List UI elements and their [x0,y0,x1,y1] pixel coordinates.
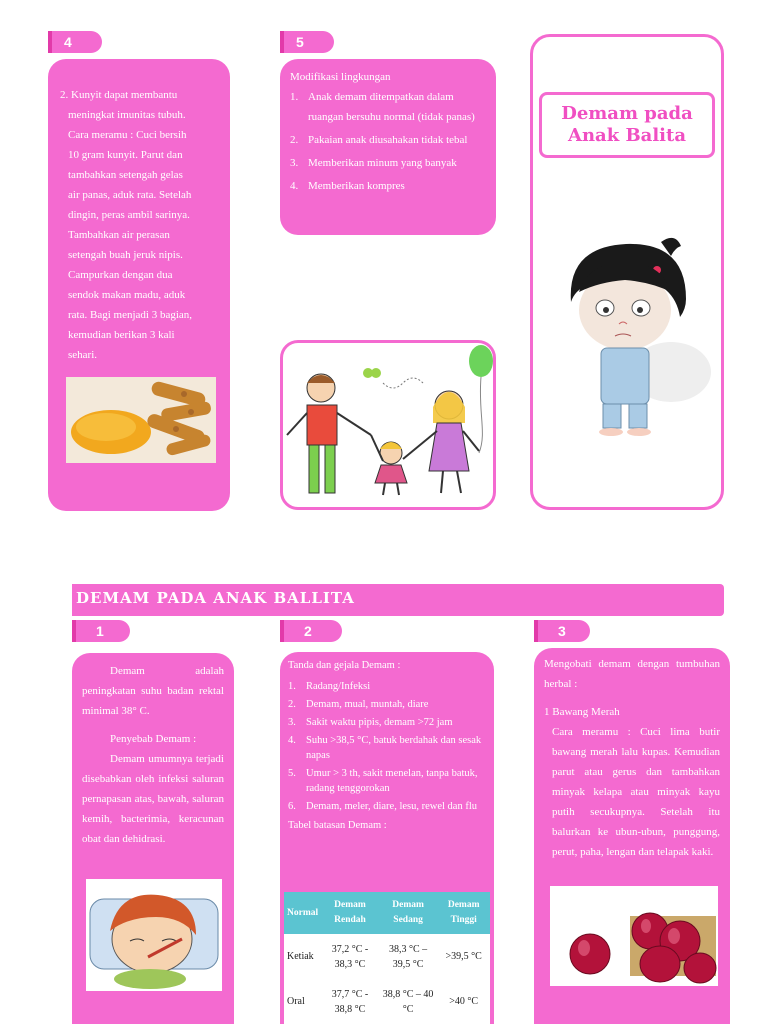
page-number: 1 [96,623,104,639]
list-text: Umur > 3 th, sakit menelan, tanpa batuk, radang tenggorokan [306,768,478,794]
list-number: 3. [290,157,299,169]
text-line: 2. Kunyit dapat membantu [60,89,178,101]
page-number: 5 [296,34,304,50]
table-row [284,979,490,1024]
table-cell: Oral [287,996,305,1007]
table-cell: >39,5 °C [445,951,482,962]
list-text: Suhu >38,5 °C, batuk berdahak dan sesak napas [306,735,482,761]
list-text: Radang/Infeksi [306,681,371,692]
family-drawing [283,343,493,507]
section-heading: Tanda dan gejala Demam : [288,660,401,671]
turmeric-image [66,377,216,463]
table-heading: Tabel batasan Demam : [288,820,387,831]
page-number: 4 [64,34,72,50]
list-text: Demam, mual, muntah, diare [306,699,429,710]
cover-title-line1: Demam pada [561,103,693,124]
list-item [288,766,486,796]
herbal-intro: Mengobati demam dengan tumbuhan herbal : [544,658,720,690]
text-line: tambahkan setengah gelas [68,169,183,181]
list-number: 3. [288,717,296,728]
list-text: Pakaian anak diusahakan tidak tebal [308,134,468,146]
text-line: Campurkan dengan dua [68,269,173,281]
cover-title-line2: Anak Balita [568,125,686,146]
panel-page-5 [280,59,496,235]
table-cell: 37,2 °C - 38,3 °C [331,943,369,970]
list-text: Memberikan kompres [308,180,405,192]
page-tab-3 [534,620,590,642]
list-number: 1. [288,681,296,692]
list-item [290,153,486,173]
table-header-cell: Demam Tinggi [447,900,480,925]
panel-page-4 [48,59,230,511]
list-item [290,176,486,196]
list-text: Demam, meler, diare, lesu, rewel dan flu [306,801,478,812]
page-tab-1 [72,620,130,642]
cause-heading: Penyebab Demam : [110,733,197,745]
page-tab-4 [48,31,102,53]
list-number: 4. [288,735,296,746]
banner-title-text: DEMAM PADA ANAK BALLITA [76,589,355,607]
sick-child-image [86,879,222,991]
family-illustration [280,340,496,510]
definition-text: Demam adalah peningkatan suhu badan rektal minimal 38° C. [82,665,224,717]
page-tab-2 [280,620,342,642]
page-number: 3 [558,623,566,639]
list-number: 2. [288,699,296,710]
text-line: meningkat imunitas tubuh. [68,109,186,121]
text-line: air panas, aduk rata. Setelah [68,189,192,201]
table-header-cell: Demam Rendah [334,900,366,925]
list-item [290,130,486,150]
page-tab-5 [280,31,334,53]
list-number: 5. [288,768,296,779]
list-item [290,87,486,127]
table-cell: >40 °C [449,996,479,1007]
text-line: Tambahkan air perasan [68,229,170,241]
table-cell: 37,7 °C - 38,8 °C [331,988,369,1015]
text-line: setengah buah jeruk nipis. [68,249,183,261]
table-cell: Ketiak [287,951,314,962]
list-item [288,679,486,694]
list-text: Sakit waktu pipis, demam >72 jam [306,717,453,728]
table-header-cell: Normal [287,907,319,918]
sick-girl-illustration [561,232,711,442]
text-line: sehari. [68,349,98,361]
list-number: 1. [290,91,299,103]
table-cell: 38,8 °C – 40 °C [382,988,434,1015]
cause-text: Demam umumnya terjadi disebabkan oleh infeksi saluran pernapasan atas, bawah, saluran kemih, bacterimia, keracunan obat dan dehidrasi. [82,753,224,845]
page-number: 2 [304,623,312,639]
text-line: sendok makan madu, aduk [68,289,186,301]
list-number: 2. [290,134,299,146]
banner-title [72,584,724,616]
panel-page-1 [72,653,234,1024]
text-line: 10 gram kunyit. Parut dan [68,149,183,161]
list-item [288,799,486,814]
text-line: rata. Bagi menjadi 3 bagian, [68,309,193,321]
table-header-cell: Demam Sedang [392,900,424,925]
list-text: Memberikan minum yang banyak [308,157,457,169]
text-line: Cara meramu : Cuci bersih [68,129,187,141]
list-text: Anak demam ditempatkan dalam ruangan bersuhu normal (tidak panas) [308,91,475,123]
list-number: 6. [288,801,296,812]
modifikasi-list [290,87,486,196]
symptoms-list [288,679,486,814]
shallot-image [550,886,718,986]
bawang-merah-text: Cara meramu : Cuci lima butir bawang merah lalu kupas. Kemudian parut atau gerus dan tambahkan minyak kelapa atau minyak kayu putih secukupnya. Setelah itu balurkan ke ubun-ubun, punggung, perut, paha, lengan dan telapak kaki. [552,726,720,858]
list-number: 4. [290,180,299,192]
cover-title-box [539,92,715,158]
text-line: dingin, peras ambil sarinya. [68,209,190,221]
panel-page-2 [280,652,494,1024]
text-line: kemudian berikan 3 kali [68,329,175,341]
list-item [288,715,486,730]
list-item [288,733,486,763]
fever-table [284,892,490,1024]
table-cell: 38,3 °C – 39,5 °C [389,943,428,970]
section-heading: Modifikasi lingkungan [290,71,391,83]
table-row [284,934,490,979]
item-heading: 1 Bawang Merah [544,706,620,718]
list-item [288,697,486,712]
cover-panel [530,34,724,510]
panel-page-3 [534,648,730,1024]
kunyit-text [60,85,216,365]
